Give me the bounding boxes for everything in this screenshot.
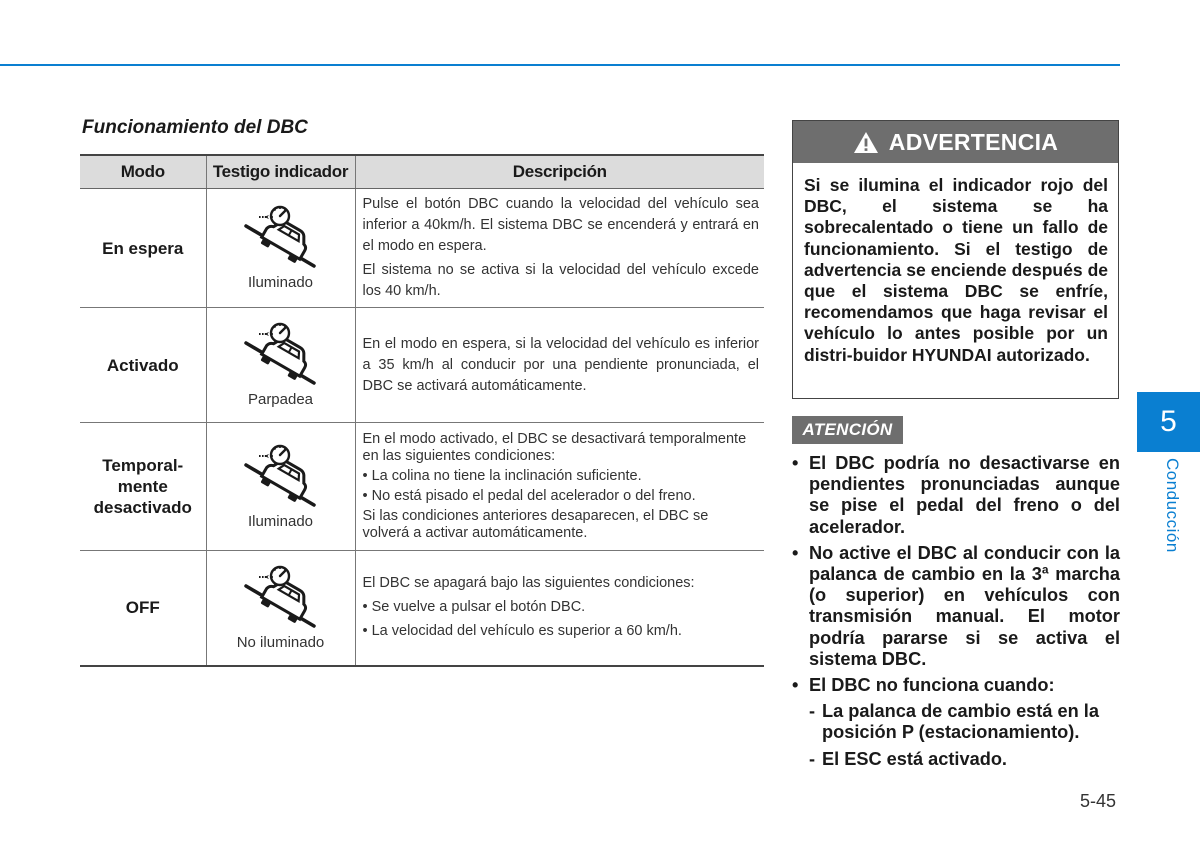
attention-sub-list [809,701,1120,770]
header-mode: Modo [80,155,206,189]
description-text: Pulse el botón DBC cuando la velocidad del vehículo sea inferior a 40km/h. El sistema DBC se encenderá y entrará en el modo en espera. [362,196,759,254]
indicator-cell [206,423,355,551]
description-cell [355,308,764,423]
dbc-indicator-icon [242,443,320,507]
attention-sub-item-text: El ESC está activado. [822,748,1007,769]
description-text: • Se vuelve a pulsar el botón DBC. [362,599,586,616]
description-text: En el modo activado, el DBC se desactivará temporalmente en las siguientes condiciones: [362,431,747,464]
mode-cell: En espera [80,189,206,308]
description-cell [355,189,764,308]
dbc-table [80,154,764,667]
indicator-cell [206,189,355,308]
indicator-status: Iluminado [247,512,314,530]
attention-item [792,675,1120,770]
attention-item-text: El DBC no funciona cuando: [809,675,1055,696]
description-text: • La colina no tiene la inclinación suficiente. [362,468,642,484]
table-row [80,189,764,308]
dash: - [809,748,816,769]
description-text: Si las condiciones anteriores desaparecen, el DBC se volverá a activar automáticamente. [362,508,709,541]
section-title: Funcionamiento del DBC [82,117,308,138]
mode-line: desactivado [93,498,192,517]
header-indicator: Testigo indicador [206,155,355,189]
page-number: 5-45 [1080,791,1117,811]
table-row [80,423,764,551]
description-text: El DBC se apagará bajo las siguientes condiciones: [362,575,695,592]
attention-sub-item [809,701,1120,743]
warning-triangle-icon [853,131,879,154]
warning-box [792,120,1119,399]
bullet: • [792,675,799,696]
table-row [80,308,764,423]
dbc-indicator-icon [242,564,320,628]
table-header-row [80,155,764,189]
warning-title: ADVERTENCIA [888,128,1059,155]
header-description: Descripción [355,155,764,189]
top-rule [0,64,1120,66]
mode-cell: Activado [80,308,206,423]
mode-line: mente [117,477,168,496]
attention-list [792,453,1120,775]
mode-cell [80,423,206,551]
attention-sub-item-text: La palanca de cambio está en la posición P (estacionamiento). [822,701,1099,743]
description-cell [355,551,764,666]
warning-header [793,121,1118,163]
attention-item [792,453,1120,538]
attention-tag: ATENCIÓN [792,416,903,444]
attention-item [792,543,1120,670]
description-text: • La velocidad del vehículo es superior a 60 km/h. [362,623,682,640]
bullet: • [792,453,799,473]
indicator-status: Parpadea [247,391,314,408]
indicator-cell [206,551,355,666]
description-text: En el modo en espera, si la velocidad del vehículo es inferior a 35 km/h al conducir por una pendiente pronunciada, el DBC se activará automáticamente. [362,335,759,394]
indicator-status: Iluminado [247,274,314,291]
attention-sub-item [809,749,1120,770]
dash: - [809,701,816,722]
indicator-cell [206,308,355,423]
attention-item-text: No active el DBC al conducir con la palanca de cambio en la 3ª marcha (o superior) en vehículos con transmisión manual. El motor podría pararse si se activa el sistema DBC. [809,542,1120,669]
bullet: • [792,542,799,563]
dbc-indicator-icon [242,321,320,385]
attention-item-text: El DBC podría no desactivarse en pendientes pronunciadas aunque se pise el pedal del freno o del acelerador. [809,453,1120,537]
chapter-number-tab: 5 [1137,392,1200,452]
indicator-status: No iluminado [236,633,325,651]
dbc-indicator-icon [242,204,320,268]
description-text: El sistema no se activa si la velocidad del vehículo excede los 40 km/h. [362,262,759,299]
mode-cell: OFF [80,551,206,666]
warning-text: Si se ilumina el indicador rojo del DBC, el sistema se ha sobrecalentado o tiene un fallo de funcionamiento. Si el testigo de advertencia se enciende después de que el sistema DBC se enfríe, recomendamos que haga revisar el vehículo lo antes posible por un distri-buidor HYUNDAI autorizado. [804,175,1108,365]
description-text: • No está pisado el pedal del acelerador o del freno. [362,488,696,504]
mode-line: Temporal- [102,456,184,475]
description-cell [355,423,764,551]
table-row [80,551,764,666]
chapter-label: Conducción [1163,458,1182,553]
